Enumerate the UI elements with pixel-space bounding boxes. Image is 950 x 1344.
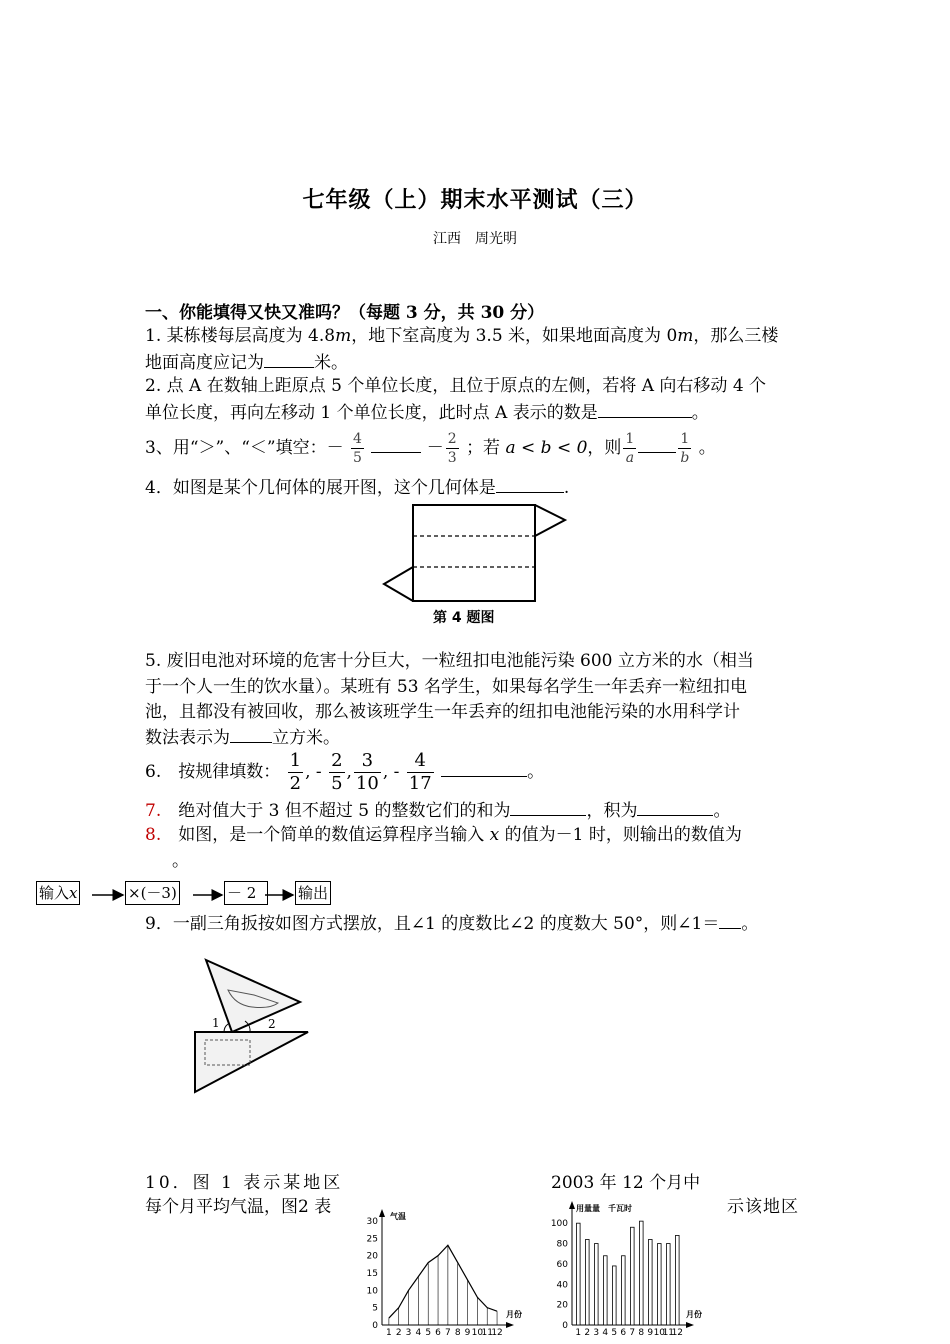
- data-bar: [613, 1266, 617, 1325]
- q1-text: 米。: [314, 353, 348, 373]
- q8-text: 如图，是一个简单的数值运算程序当输入: [161, 825, 485, 845]
- q5-line1: 5. 废旧电池对环境的危害十分巨大，一粒纽扣电池能污染 600 立方米的水（相当: [145, 651, 754, 671]
- q8-text: 的值为－1 时，则输出的数值为: [504, 825, 742, 845]
- x-tick-label: 5: [611, 1328, 618, 1338]
- q4-line: [145, 474, 569, 501]
- answer-blank[interactable]: [371, 434, 421, 453]
- q6-text: 。: [527, 762, 545, 782]
- answer-blank[interactable]: [496, 474, 564, 493]
- x-tick-label: 2: [584, 1328, 591, 1338]
- x-tick-label: 4: [415, 1328, 422, 1338]
- x-axis-label: 月份: [506, 1310, 522, 1319]
- y-tick-label: 0: [372, 1321, 378, 1331]
- q3-text: ；若: [466, 438, 501, 458]
- fraction: $\frac{2}{5}$: [331, 750, 343, 794]
- unit-m: m: [335, 326, 352, 346]
- temperature-chart: [360, 1195, 530, 1338]
- y-tick-label: 20: [366, 1251, 378, 1262]
- separator: , -: [382, 762, 400, 782]
- x-tick-label: 8: [638, 1328, 645, 1338]
- electricity-chart: [550, 1195, 715, 1338]
- separator: ,: [346, 762, 352, 782]
- x-tick-label: 10: [653, 1328, 666, 1338]
- y-tick-label: 30: [366, 1217, 378, 1227]
- q8-line2: 。: [172, 851, 189, 871]
- q10-line2a: 每个月平均气温，图2 表: [145, 1197, 332, 1217]
- unit-m: m: [677, 326, 694, 346]
- y-tick-label: 25: [366, 1234, 378, 1245]
- x-tick-label: 12: [671, 1328, 684, 1338]
- x-tick-label: 4: [602, 1328, 609, 1338]
- q3-text: ，则: [587, 438, 622, 458]
- x-tick-label: 1: [575, 1328, 582, 1338]
- flow-arrows: [90, 885, 300, 905]
- q5-line2: 于一个人一生的饮水量）。某班有 53 名学生，如果每名学生一年丢弃一粒纽扣电: [145, 677, 747, 697]
- chart-title: 用量量 千瓦时: [576, 1204, 632, 1213]
- y-tick-label: 100: [550, 1219, 568, 1230]
- q5-line4: [145, 724, 340, 751]
- x-tick-label: 5: [425, 1328, 432, 1338]
- flow-multiply-box: ×(－3): [125, 881, 180, 905]
- answer-blank[interactable]: [441, 758, 527, 777]
- q7-line: [145, 797, 730, 824]
- section-heading: 一、你能填得又快又准吗？（每题 3 分，共 30 分）: [145, 303, 545, 323]
- minus-sign: －: [426, 438, 444, 458]
- q9-text: 9．一副三角扳按如图方式摆放，且∠1 的度数比∠2 的度数大 50°，则∠1＝: [145, 914, 720, 934]
- x-axis-arrow: [506, 1322, 514, 1328]
- data-bar: [667, 1244, 671, 1325]
- x-tick-label: 11: [662, 1328, 675, 1338]
- q8-line1: [145, 822, 742, 848]
- q3-line: [145, 426, 716, 470]
- data-bar: [622, 1256, 626, 1325]
- q2-line1: 2. 点 A 在数轴上距原点 5 个单位长度，且位于原点的左侧，若将 A 向右移动 4 个: [145, 376, 767, 396]
- y-axis-arrow: [379, 1209, 385, 1217]
- x-tick-label: 6: [435, 1328, 441, 1338]
- data-bar: [676, 1235, 680, 1325]
- q6-line: [145, 748, 544, 796]
- y-tick-label: 0: [562, 1321, 568, 1331]
- condition: a < b < 0: [505, 438, 588, 458]
- y-axis-arrow: [569, 1201, 575, 1209]
- x-tick-label: 6: [620, 1328, 627, 1338]
- y-tick-label: 20: [556, 1300, 568, 1311]
- x-tick-label: 11: [481, 1328, 493, 1338]
- triangle-rulers-figure: [190, 955, 315, 1100]
- data-bar: [577, 1223, 581, 1325]
- flow-input-box: 输入x: [36, 881, 80, 905]
- data-bar: [658, 1244, 662, 1325]
- x-tick-label: 9: [647, 1328, 654, 1338]
- angle-label-1: 1: [212, 1016, 220, 1030]
- answer-blank[interactable]: [637, 797, 713, 816]
- q5-text: 立方米。: [272, 728, 340, 748]
- x-tick-label: 7: [445, 1328, 451, 1338]
- answer-blank[interactable]: [719, 910, 741, 929]
- question-number: 8.: [145, 825, 162, 845]
- q6-text: 6. 按规律填数：: [145, 762, 281, 782]
- y-tick-label: 80: [556, 1239, 568, 1250]
- q4-text: 4．如图是某个几何体的展开图，这个几何体是: [145, 478, 496, 498]
- x-tick-label: 2: [395, 1328, 402, 1338]
- q2-line2: [145, 399, 709, 426]
- q1-text: ，那么三楼: [693, 326, 779, 346]
- fraction: $\frac{4}{5}$: [353, 431, 362, 466]
- x-tick-label: 10: [471, 1328, 484, 1338]
- page-title: 七年级（上）期末水平测试（三）: [302, 187, 648, 213]
- question-number: 7.: [145, 801, 162, 821]
- x-tick-label: 3: [405, 1328, 412, 1338]
- q10-line1a: 10．图 1 表示某地区: [145, 1173, 344, 1193]
- data-bar: [586, 1239, 590, 1325]
- q1-text: 1. 某栋楼每层高度为 4.8: [145, 326, 336, 346]
- y-tick-label: 5: [372, 1303, 378, 1314]
- answer-blank[interactable]: [638, 438, 676, 453]
- q1-line1: [145, 323, 778, 349]
- q2-text: 单位长度，再向左移动 1 个单位长度，此时点 A 表示的数是: [145, 403, 598, 423]
- answer-blank[interactable]: [230, 724, 272, 743]
- fraction: $\frac{4}{17}$: [408, 750, 432, 794]
- variable-x: x: [489, 825, 500, 845]
- data-bar: [649, 1239, 653, 1325]
- x-axis-arrow: [686, 1322, 694, 1328]
- q9-text: 。: [741, 914, 759, 934]
- fraction: $\frac{3}{10}$: [355, 750, 379, 794]
- q4-text: .: [563, 478, 570, 498]
- answer-blank[interactable]: [510, 797, 586, 816]
- q3-text: 。: [698, 438, 716, 458]
- x-tick-label: 7: [629, 1328, 636, 1338]
- data-bar: [595, 1244, 599, 1325]
- q3-text: 3、用“＞”、“＜”填空：－: [145, 438, 344, 458]
- q2-text: 。: [691, 403, 709, 423]
- q7-text: 绝对值大于 3 但不超过 5 的整数它们的和为: [161, 801, 511, 821]
- fraction: $\frac{1}{b}$: [680, 431, 690, 466]
- q1-text: 地面高度应记为: [145, 353, 264, 373]
- answer-blank[interactable]: [598, 399, 692, 418]
- x-tick-label: 3: [593, 1328, 600, 1338]
- data-line: [389, 1245, 497, 1318]
- flow-output-box: 输出: [295, 881, 331, 905]
- q9-line: [145, 910, 758, 937]
- q10-line2b: 示该地区: [727, 1197, 799, 1217]
- figure-caption: 第 4 题图: [433, 610, 495, 626]
- q1-line2: [145, 349, 348, 376]
- chart-title: 气温: [390, 1212, 406, 1221]
- data-bar: [631, 1227, 635, 1325]
- angle-label-2: 2: [268, 1017, 276, 1031]
- fraction: $\frac{1}{2}$: [289, 750, 302, 794]
- x-tick-label: 8: [454, 1328, 461, 1338]
- x-tick-label: 1: [386, 1328, 392, 1338]
- y-tick-label: 15: [366, 1269, 378, 1279]
- y-tick-label: 40: [556, 1280, 568, 1291]
- q5-line3: 池，且都没有被回收，那么被该班学生一年丢弃的纽扣电池能污染的水用科学计: [145, 702, 740, 722]
- data-bar: [640, 1221, 644, 1325]
- answer-blank[interactable]: [264, 349, 314, 368]
- fraction: $\frac{1}{a}$: [625, 431, 635, 466]
- separator: , -: [305, 762, 322, 782]
- y-tick-label: 10: [366, 1286, 378, 1297]
- x-tick-label: 9: [464, 1328, 471, 1338]
- x-tick-label: 12: [491, 1328, 503, 1338]
- author: 江西 周光明: [433, 231, 517, 247]
- q10-line1b: 2003 年 12 个月中: [551, 1173, 701, 1193]
- flow-subtract-box: － 2: [224, 881, 268, 905]
- q7-text: 。: [713, 801, 731, 821]
- fraction: $\frac{2}{3}$: [447, 431, 457, 466]
- y-tick-label: 60: [556, 1259, 568, 1270]
- q5-text: 数法表示为: [145, 728, 230, 748]
- data-bar: [604, 1256, 608, 1325]
- q7-text: ，积为: [586, 801, 638, 821]
- q1-text: ，地下室高度为 3.5 米，如果地面高度为 0: [351, 326, 678, 346]
- x-axis-label: 月份: [686, 1310, 702, 1319]
